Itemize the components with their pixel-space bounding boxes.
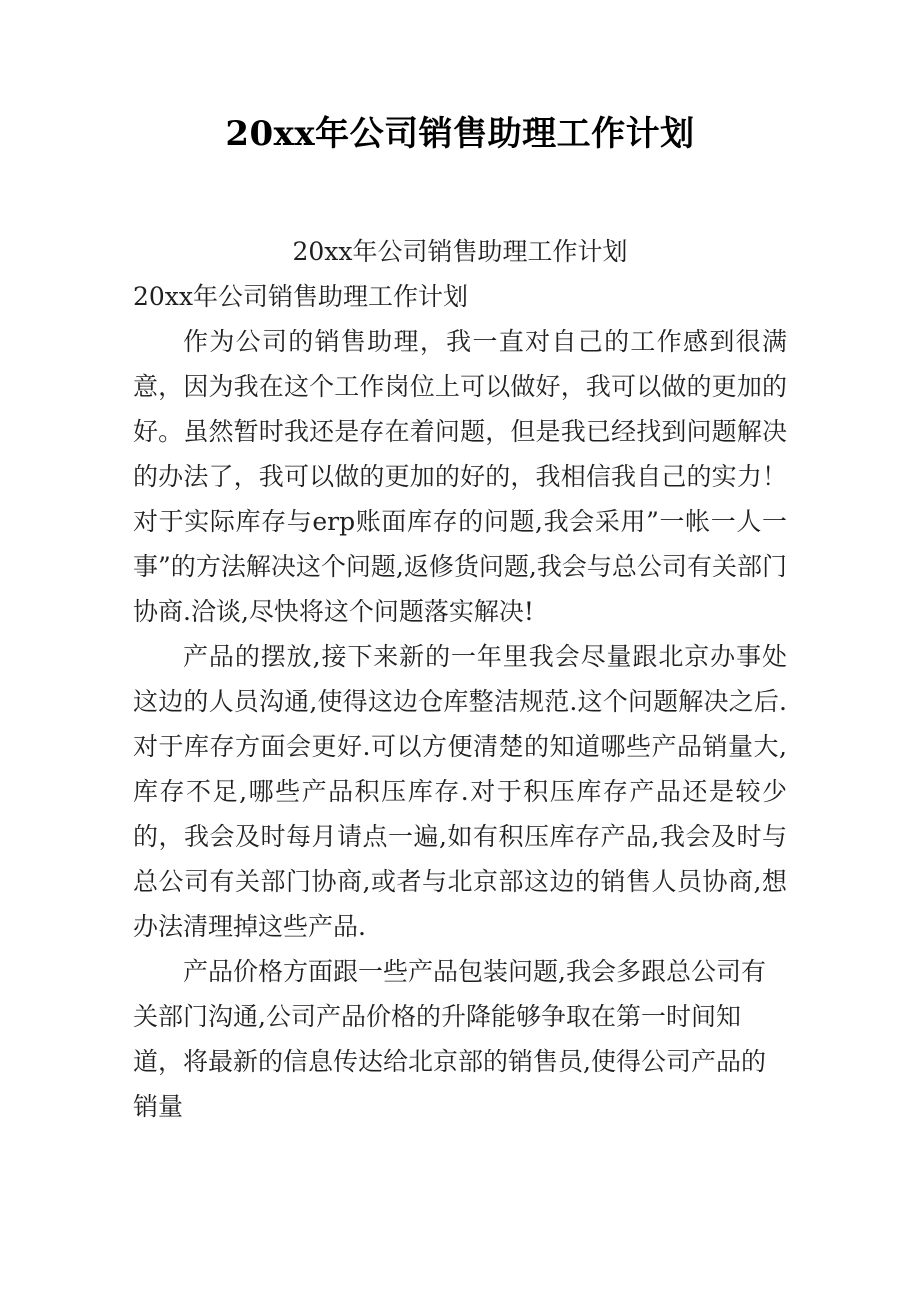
subtitle-centered: 20xx年公司销售助理工作计划 (292, 237, 628, 266)
subtitle-left: 20xx年公司销售助理工作计划 (133, 282, 469, 311)
document-body (133, 156, 787, 1129)
body-paragraph-2: 产品的摆放,接下来新的一年里我会尽量跟北京办事处这边的人员沟通,使得这边仓库整洁规范.这个问题解决之后.对于库存方面会更好.可以方便清楚的知道哪些产品销量大,库存不足,哪些产品积压库存.对于积压库存产品还是较少的，我会及时每月请点一遍,如有积压库存产品,我会及时与总公司有关部门协商,或者与北京部这边的销售人员协商,想办法清理掉这些产品. (133, 642, 787, 941)
page-title: 20xx年公司销售助理工作计划 (225, 114, 695, 154)
body-paragraph-1: 作为公司的销售助理，我一直对自己的工作感到很满意，因为我在这个工作岗位上可以做好，我可以做的更加的好。虽然暂时我还是存在着问题，但是我已经找到问题解决的办法了，我可以做的更加的好的，我相信我自己的实力！对于实际库存与erp账面库存的问题,我会采用”一帐一人一事”的方法解决这个问题,返修货问题,我会与总公司有关部门协商.洽谈,尽快将这个问题落实解决! (133, 327, 787, 626)
body-paragraph-3: 产品价格方面跟一些产品包装问题,我会多跟总公司有关部门沟通,公司产品价格的升降能够争取在第一时间知道，将最新的信息传达给北京部的销售员,使得公司产品的销量 (133, 957, 766, 1121)
